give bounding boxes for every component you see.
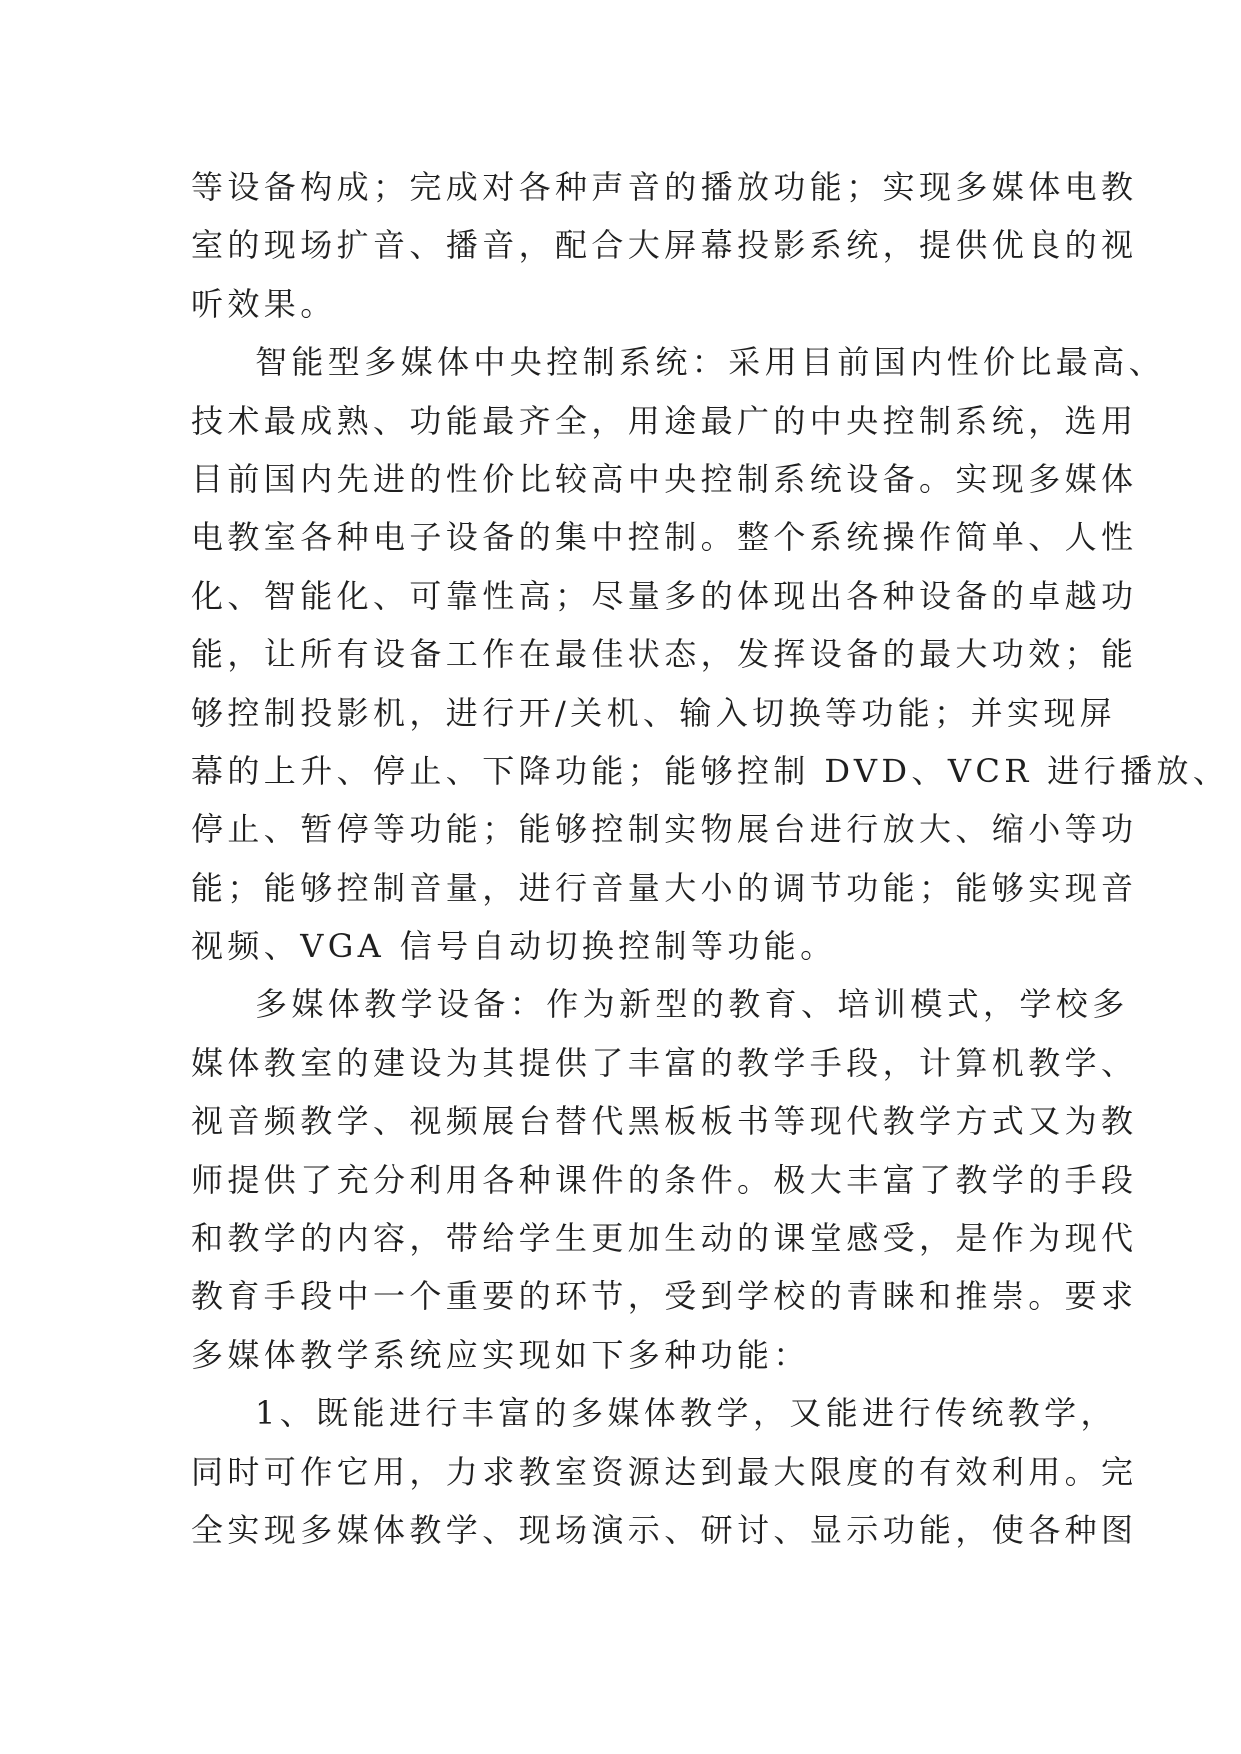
text-line: 停止、暂停等功能；能够控制实物展台进行放大、缩小等功 — [191, 810, 1138, 849]
text-line: 听效果。 — [191, 284, 337, 323]
text-line: 能，让所有设备工作在最佳状态，发挥设备的最大功效；能 — [191, 635, 1138, 674]
text-line: 室的现场扩音、播音，配合大屏幕投影系统，提供优良的视 — [191, 226, 1138, 265]
text-line: 目前国内先进的性价比较高中央控制系统设备。实现多媒体 — [191, 459, 1138, 498]
text-line: 教育手段中一个重要的环节，受到学校的青睐和推崇。要求 — [191, 1277, 1138, 1316]
text-line: 幕的上升、停止、下降功能；能够控制 DVD、VCR 进行播放、 — [191, 751, 1230, 790]
text-line: 电教室各种电子设备的集中控制。整个系统操作简单、人性 — [191, 518, 1138, 557]
paragraph-start-line: 智能型多媒体中央控制系统：采用目前国内性价比最高、 — [255, 343, 1166, 382]
text-line: 师提供了充分利用各种课件的条件。极大丰富了教学的手段 — [191, 1160, 1138, 1199]
text-line: 多媒体教学系统应实现如下多种功能： — [191, 1335, 810, 1374]
paragraph-start-line: 1、既能进行丰富的多媒体教学，又能进行传统教学， — [255, 1394, 1117, 1433]
text-line: 化、智能化、可靠性高；尽量多的体现出各种设备的卓越功 — [191, 576, 1138, 615]
text-line: 技术最成熟、功能最齐全，用途最广的中央控制系统，选用 — [191, 401, 1138, 440]
text-line: 视频、VGA 信号自动切换控制等功能。 — [191, 927, 837, 966]
text-line: 能；能够控制音量，进行音量大小的调节功能；能够实现音 — [191, 868, 1138, 907]
body-text — [191, 158, 1230, 1559]
text-line: 同时可作它用，力求教室资源达到最大限度的有效利用。完 — [191, 1452, 1138, 1491]
text-line: 和教学的内容，带给学生更加生动的课堂感受，是作为现代 — [191, 1219, 1138, 1258]
paragraph-start-line: 多媒体教学设备：作为新型的教育、培训模式，学校多 — [255, 985, 1129, 1024]
text-line: 够控制投影机，进行开/关机、输入切换等功能；并实现屏 — [191, 693, 1117, 732]
text-line: 视音频教学、视频展台替代黑板板书等现代教学方式又为教 — [191, 1102, 1138, 1141]
text-line: 等设备构成；完成对各种声音的播放功能；实现多媒体电教 — [191, 168, 1138, 206]
text-line: 媒体教室的建设为其提供了丰富的教学手段，计算机教学、 — [191, 1043, 1138, 1082]
text-line: 全实现多媒体教学、现场演示、研讨、显示功能，使各种图 — [191, 1510, 1138, 1549]
